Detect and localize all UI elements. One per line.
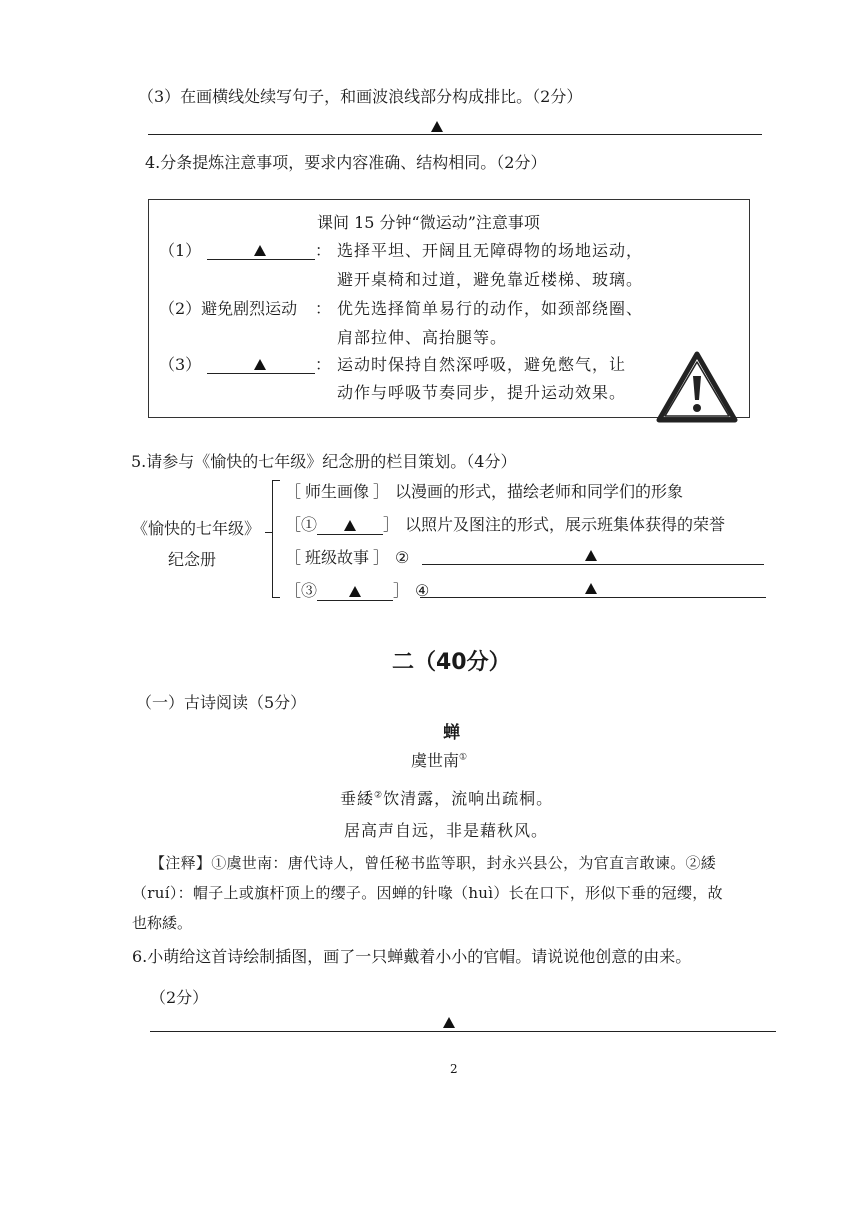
notice-item-3-line-2: 动作与呼吸节奏同步，提升运动效果。	[337, 383, 627, 402]
row-4-answer-line[interactable]	[420, 597, 766, 598]
poem-line-1	[340, 786, 553, 809]
poem-author-footnote: ①	[459, 752, 468, 763]
notice-item-3-line-1: 运动时保持自然深呼吸，避免憋气，让	[337, 355, 627, 374]
answer-triangle-icon	[585, 583, 597, 594]
question-6-text: 6.小萌给这首诗绘制插图，画了一只蝉戴着小小的官帽。请说说他创意的由来。	[132, 947, 692, 966]
answer-line-q3[interactable]	[148, 134, 762, 135]
part-title: （一）古诗阅读（5分）	[136, 693, 307, 712]
notice-blank-1[interactable]	[207, 242, 315, 260]
note-line-3: 也称緌。	[132, 914, 193, 932]
row-4-close: ］	[393, 581, 410, 600]
brace-tick	[265, 532, 273, 533]
answer-triangle-icon	[431, 121, 443, 132]
notice-item-3-sep: ：	[315, 355, 332, 374]
brace-tick	[272, 480, 280, 481]
poem-author-name: 虞世南	[411, 751, 460, 770]
answer-line-q6[interactable]	[150, 1031, 776, 1032]
notice-item-1-line-1: 选择平坦、开阔且无障碍物的场地运动，	[337, 241, 644, 260]
row-4-blank[interactable]	[317, 583, 393, 601]
poem-author	[411, 748, 467, 771]
poem-line-2: 居高声自远，非是藉秋风。	[344, 821, 549, 840]
column-row-2	[285, 512, 725, 535]
poem-line-1-b: 饮清露，流响出疏桐。	[383, 789, 554, 808]
column-row-1	[285, 479, 683, 502]
poem-line-1-a: 垂緌	[340, 789, 375, 808]
notice-title: 课间 15 分钟“微运动”注意事项	[317, 213, 540, 232]
brace	[272, 480, 273, 598]
row-3-close: ］	[373, 548, 390, 567]
question-3-text: （3）在画横线处续写句子，和画波浪线部分构成排比。（2分）	[138, 87, 583, 106]
notice-box	[148, 199, 750, 418]
row-3-open: ［	[285, 548, 302, 567]
notice-item-1-sep: ：	[315, 241, 332, 260]
notice-item-3-num: （3）	[159, 355, 202, 374]
brace-tick	[272, 597, 280, 598]
row-1-column-name: 师生画像	[305, 482, 370, 501]
answer-triangle-icon	[254, 359, 266, 370]
section-title: 二（40分）	[392, 650, 511, 675]
book-subtitle: 纪念册	[168, 550, 217, 569]
answer-triangle-icon	[344, 520, 356, 531]
notice-item-2-sep: ：	[315, 299, 332, 318]
row-1-description: 以漫画的形式，描绘老师和同学们的形象	[395, 482, 684, 501]
answer-triangle-icon	[443, 1017, 455, 1028]
row-3-column-name: 班级故事	[305, 548, 370, 567]
row-2-description: 以照片及图注的形式，展示班集体获得的荣誉	[405, 515, 726, 534]
column-row-3	[285, 545, 409, 568]
notice-item-2-line-1: 优先选择简单易行的动作，如颈部绕圈、	[337, 299, 644, 318]
row-3-num: ②	[395, 548, 410, 567]
answer-triangle-icon	[254, 245, 266, 256]
note-line-1: 【注释】①虞世南：唐代诗人，曾任秘书监等职，封永兴县公，为官直言敢谏。②緌	[150, 854, 717, 872]
note-line-2: （ruí）：帽子上或旗杆顶上的缨子。因蝉的针喙（huì）长在口下，形似下垂的冠缨，故	[132, 884, 723, 902]
column-row-4	[285, 578, 429, 601]
row-2-blank[interactable]	[317, 517, 383, 535]
notice-item-2-line-2: 肩部拉伸、高抬腿等。	[337, 328, 508, 347]
page-number: 2	[450, 1062, 458, 1076]
notice-blank-3[interactable]	[207, 356, 315, 374]
question-5-text: 5.请参与《愉快的七年级》纪念册的栏目策划。（4分）	[131, 452, 517, 471]
answer-triangle-icon	[349, 586, 361, 597]
row-2-open: ［①	[285, 515, 318, 534]
warning-triangle-icon	[655, 350, 739, 426]
question-6-score: （2分）	[150, 988, 209, 1007]
answer-triangle-icon	[585, 550, 597, 561]
notice-item-2-label: （2）避免剧烈运动	[159, 299, 298, 318]
row-1-open: ［	[285, 482, 302, 501]
question-4-text: 4.分条提炼注意事项，要求内容准确、结构相同。（2分）	[145, 153, 547, 172]
row-2-close: ］	[383, 515, 400, 534]
row-1-close: ］	[373, 482, 390, 501]
row-3-answer-line[interactable]	[422, 564, 764, 565]
row-4-open: ［③	[285, 581, 318, 600]
notice-item-1-line-2: 避开桌椅和过道，避免靠近楼梯、玻璃。	[337, 270, 644, 289]
row-4-num: ④	[415, 581, 430, 600]
poem-line-1-footnote: ②	[374, 790, 384, 801]
notice-item-1-num: （1）	[159, 241, 202, 260]
book-title: 《愉快的七年级》	[132, 519, 261, 538]
poem-title: 蝉	[443, 723, 460, 743]
